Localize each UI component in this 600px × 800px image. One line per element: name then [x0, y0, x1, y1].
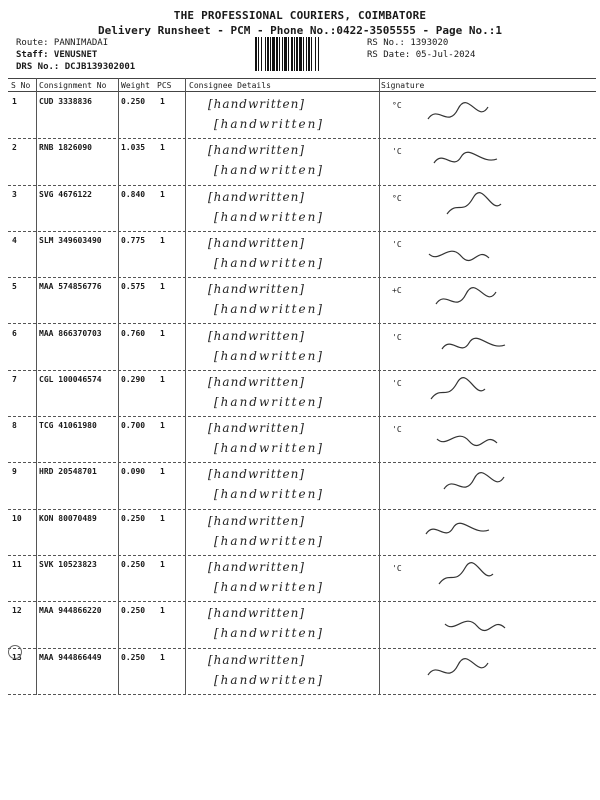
table-row	[8, 463, 596, 509]
row-weight: 0.775	[121, 235, 146, 245]
row-pcs: 1	[160, 328, 165, 338]
row-sno: 9	[12, 467, 17, 477]
col-pcs: PCS	[157, 81, 172, 90]
signature-scribble	[431, 423, 501, 451]
signature-scribble	[439, 469, 509, 497]
row-weight: 0.250	[121, 560, 146, 569]
row-weight: 0.250	[121, 97, 146, 106]
row-consignment-no: MAA 944866220	[39, 606, 102, 616]
rs-date: RS Date: 05-Jul-2024	[367, 50, 476, 60]
table-row	[8, 649, 596, 695]
row-consignment-no: RNB 1826090	[39, 143, 92, 153]
delivery-mark: 'C	[392, 332, 402, 342]
row-weight: 0.090	[121, 467, 146, 477]
row-consignment-no: MAA 944866449	[39, 652, 102, 662]
delivery-mark: 'C	[392, 239, 402, 249]
signature-scribble	[423, 516, 493, 544]
consignee-name: [handwritten]	[208, 374, 305, 389]
consignee-name: [handwritten]	[208, 235, 305, 250]
row-weight: 1.035	[121, 143, 146, 153]
row-sno: 8	[12, 421, 17, 431]
consignee-name: [handwritten]	[208, 606, 305, 621]
table-row	[8, 278, 596, 324]
row-sno: 4	[12, 235, 17, 245]
row-sno: 6	[12, 328, 17, 338]
row-separator	[8, 694, 596, 695]
row-weight: 0.290	[121, 374, 146, 384]
row-weight: 0.250	[121, 652, 146, 662]
consignee-phone: [handwritten]	[214, 255, 324, 270]
delivery-mark: +C	[392, 286, 402, 296]
col-signature: Signature	[381, 81, 425, 90]
consignee-phone: [handwritten]	[214, 209, 324, 224]
route-label: Route: PANNIMADAI	[16, 38, 109, 48]
signature-scribble	[423, 99, 493, 127]
row-pcs: 1	[160, 189, 165, 199]
consignee-phone: [handwritten]	[214, 626, 324, 641]
signature-scribble	[439, 331, 509, 359]
row-consignment-no: CUD 3338836	[39, 97, 92, 106]
row-consignment-no: SLM 349603490	[39, 235, 102, 245]
consignee-phone: [handwritten]	[214, 117, 324, 131]
row-weight: 0.250	[121, 606, 146, 616]
consignee-phone: [handwritten]	[214, 441, 324, 456]
row-consignment-no: TCG 41061980	[39, 421, 97, 431]
table-row	[8, 556, 596, 602]
row-consignment-no: CGL 100046574	[39, 374, 102, 384]
consignee-name: [handwritten]	[208, 652, 305, 667]
row-consignment-no: MAA 866370703	[39, 328, 102, 338]
runsheet-subtitle: Delivery Runsheet - PCM - Phone No.:0422-3505555 - Page No.:1	[98, 24, 502, 37]
row-pcs: 1	[160, 374, 165, 384]
consignee-name: [handwritten]	[208, 143, 305, 158]
row-weight: 0.250	[121, 513, 146, 523]
row-pcs: 1	[160, 652, 165, 662]
signature-scribble	[431, 562, 501, 590]
row-pcs: 1	[160, 560, 165, 569]
row-consignment-no: SVG 4676122	[39, 189, 92, 199]
table-row	[8, 139, 596, 185]
row-pcs: 1	[160, 143, 165, 153]
table-row	[8, 93, 596, 139]
circle-mark	[8, 645, 22, 659]
consignee-name: [handwritten]	[208, 282, 305, 297]
table-row	[8, 602, 596, 648]
row-pcs: 1	[160, 606, 165, 616]
signature-scribble	[423, 377, 493, 405]
table-header	[8, 78, 596, 92]
consignee-name: [handwritten]	[208, 421, 305, 436]
signature-scribble	[431, 284, 501, 312]
row-pcs: 1	[160, 467, 165, 477]
row-sno: 7	[12, 374, 17, 384]
consignee-phone: [handwritten]	[214, 163, 324, 178]
col-weight: Weight	[121, 81, 150, 90]
table-row	[8, 510, 596, 556]
delivery-mark: °C	[392, 193, 402, 203]
signature-scribble	[423, 655, 493, 683]
row-consignment-no: KON 80070489	[39, 513, 97, 523]
row-sno: 12	[12, 606, 22, 616]
consignee-name: [handwritten]	[208, 189, 305, 204]
signature-scribble	[439, 192, 509, 220]
row-pcs: 1	[160, 282, 165, 292]
delivery-mark: °C	[392, 101, 402, 110]
delivery-mark: 'C	[392, 147, 402, 157]
consignee-phone: [handwritten]	[214, 533, 324, 548]
table-row	[8, 325, 596, 371]
delivery-mark: 'C	[392, 425, 402, 435]
row-consignment-no: MAA 574856776	[39, 282, 102, 292]
staff-label: Staff: VENUSNET	[16, 50, 98, 60]
row-consignment-no: HRD 20548701	[39, 467, 97, 477]
row-pcs: 1	[160, 421, 165, 431]
row-sno: 3	[12, 189, 17, 199]
row-sno: 13	[12, 652, 22, 662]
delivery-mark: 'C	[392, 378, 402, 388]
row-weight: 0.575	[121, 282, 146, 292]
consignee-phone: [handwritten]	[214, 348, 324, 363]
signature-scribble	[439, 608, 509, 636]
col-sno: S No	[11, 81, 31, 90]
row-consignment-no: SVK 10523823	[39, 560, 97, 569]
row-weight: 0.700	[121, 421, 146, 431]
consignee-phone: [handwritten]	[214, 580, 324, 594]
consignee-phone: [handwritten]	[214, 487, 324, 502]
drs-number: DRS No.: DCJB139302001	[16, 62, 136, 72]
company-title: THE PROFESSIONAL COURIERS, COIMBATORE	[173, 9, 427, 22]
consignee-name: [handwritten]	[208, 560, 305, 574]
row-sno: 2	[12, 143, 17, 153]
row-sno: 11	[12, 560, 22, 569]
signature-scribble	[431, 145, 501, 173]
table-row	[8, 371, 596, 417]
rs-number: RS No.: 1393020	[367, 38, 449, 48]
row-pcs: 1	[160, 513, 165, 523]
row-sno: 1	[12, 97, 17, 106]
barcode-image	[255, 37, 365, 71]
row-sno: 10	[12, 513, 22, 523]
consignee-name: [handwritten]	[208, 328, 305, 343]
consignee-name: [handwritten]	[208, 97, 305, 111]
col-consignee: Consignee Details	[189, 81, 271, 90]
row-sno: 5	[12, 282, 17, 292]
row-pcs: 1	[160, 235, 165, 245]
consignee-phone: [handwritten]	[214, 302, 324, 317]
row-pcs: 1	[160, 97, 165, 106]
table-row	[8, 417, 596, 463]
delivery-mark: 'C	[392, 564, 402, 573]
signature-scribble	[423, 238, 493, 266]
consignee-phone: [handwritten]	[214, 394, 324, 409]
consignee-phone: [handwritten]	[214, 672, 324, 687]
table-row	[8, 186, 596, 232]
col-consignment: Consignment No	[39, 81, 107, 90]
row-weight: 0.840	[121, 189, 146, 199]
table-row	[8, 232, 596, 278]
consignee-name: [handwritten]	[208, 513, 305, 528]
consignee-name: [handwritten]	[208, 467, 305, 482]
row-weight: 0.760	[121, 328, 146, 338]
